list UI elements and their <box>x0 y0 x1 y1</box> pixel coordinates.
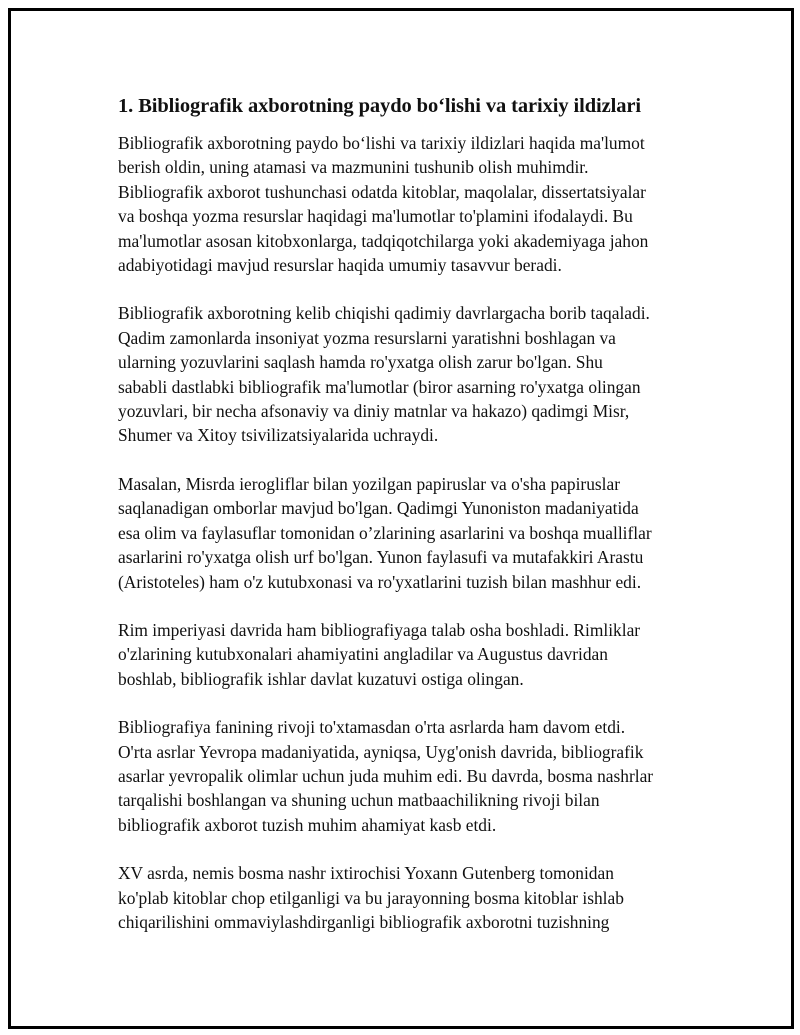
paragraph-6: XV asrda, nemis bosma nashr ixtirochisi Yoxann Gutenberg tomonidan ko'plab kitoblar chop etilganligi va bu jarayonning bosma kitoblar ishlab chiqarilishini ommaviylashdirganligi bibliografik axborotni tuzishning <box>118 863 624 932</box>
paragraph-5: Bibliografiya fanining rivoji to'xtamasdan o'rta asrlarda ham davom etdi. O'rta asrlar Yevropa madaniyatida, ayniqsa, Uyg'onish davrida, bibliografik asarlar yevropalik olimlar uchun juda muhim edi. Bu davrda, bosma nashrlar tarqalishi boshlangan va shuning uchun matbaachilikning rivoji bilan bibliografik axborot tuzish muhim ahamiyat kasb etdi. <box>118 717 654 835</box>
section-heading: 1. Bibliografik axborotning paydo bo‘lishi va tarixiy ildizlari <box>118 95 641 117</box>
paragraph-3: Masalan, Misrda ierogliflar bilan yozilgan papiruslar va o'sha papiruslar saqlanadigan omborlar mavjud bo'lgan. Qadimgi Yunoniston madaniyatida esa olim va faylasuflar tomonidan o’zlarining asarlarini va boshqa mualliflar asarlarini ro'yxatga olish urf bo'lgan. Yunon faylasufi va mutafakkiri Arastu (Aristoteles) ham o'z kutubxonasi va ro'yxatlarini tuzish bilan mashhur edi. <box>118 473 652 592</box>
paragraph-1: Bibliografik axborotning paydo bo‘lishi va tarixiy ildizlari haqida ma'lumot berish oldin, uning atamasi va mazmunini tushunib olish muhimdir. Bibliografik axborot tushunchasi odatda kitoblar, maqolalar, dissertatsiyalar va boshqa yozma resurslar haqidagi ma'lumotlar to'plamini ifodalaydi. Bu ma'lumotlar asosan kitobxonlarga, tadqiqotchilarga yoki akademiyaga jahon adabiyotidagi mavjud resurslar haqida umumiy tasavvur beradi. <box>118 133 649 276</box>
paragraph-2: Bibliografik axborotning kelib chiqishi qadimiy davrlargacha borib taqaladi. Qadim zamonlarda insoniyat yozma resurslarni yaratishni boshlagan va ularning yozuvlarini saqlash hamda ro'yxatga olish zarur bo'lgan. Shu sababli dastlabki bibliografik ma'lumotlar (biror asarning ro'yxatga olingan yozuvlari, bir necha afsonaviy va diniy matnlar va hakazo) qadimgi Misr, Shumer va Xitoy tsivilizatsiyalarida uchraydi. <box>118 303 650 446</box>
paragraph-4: Rim imperiyasi davrida ham bibliografiyaga talab osha boshladi. Rimliklar o'zlarining kutubxonalari ahamiyatini angladilar va Augustus davridan boshlab, bibliografik ishlar davlat kuzatuvi ostiga olingan. <box>118 619 641 689</box>
document-body <box>118 93 693 958</box>
